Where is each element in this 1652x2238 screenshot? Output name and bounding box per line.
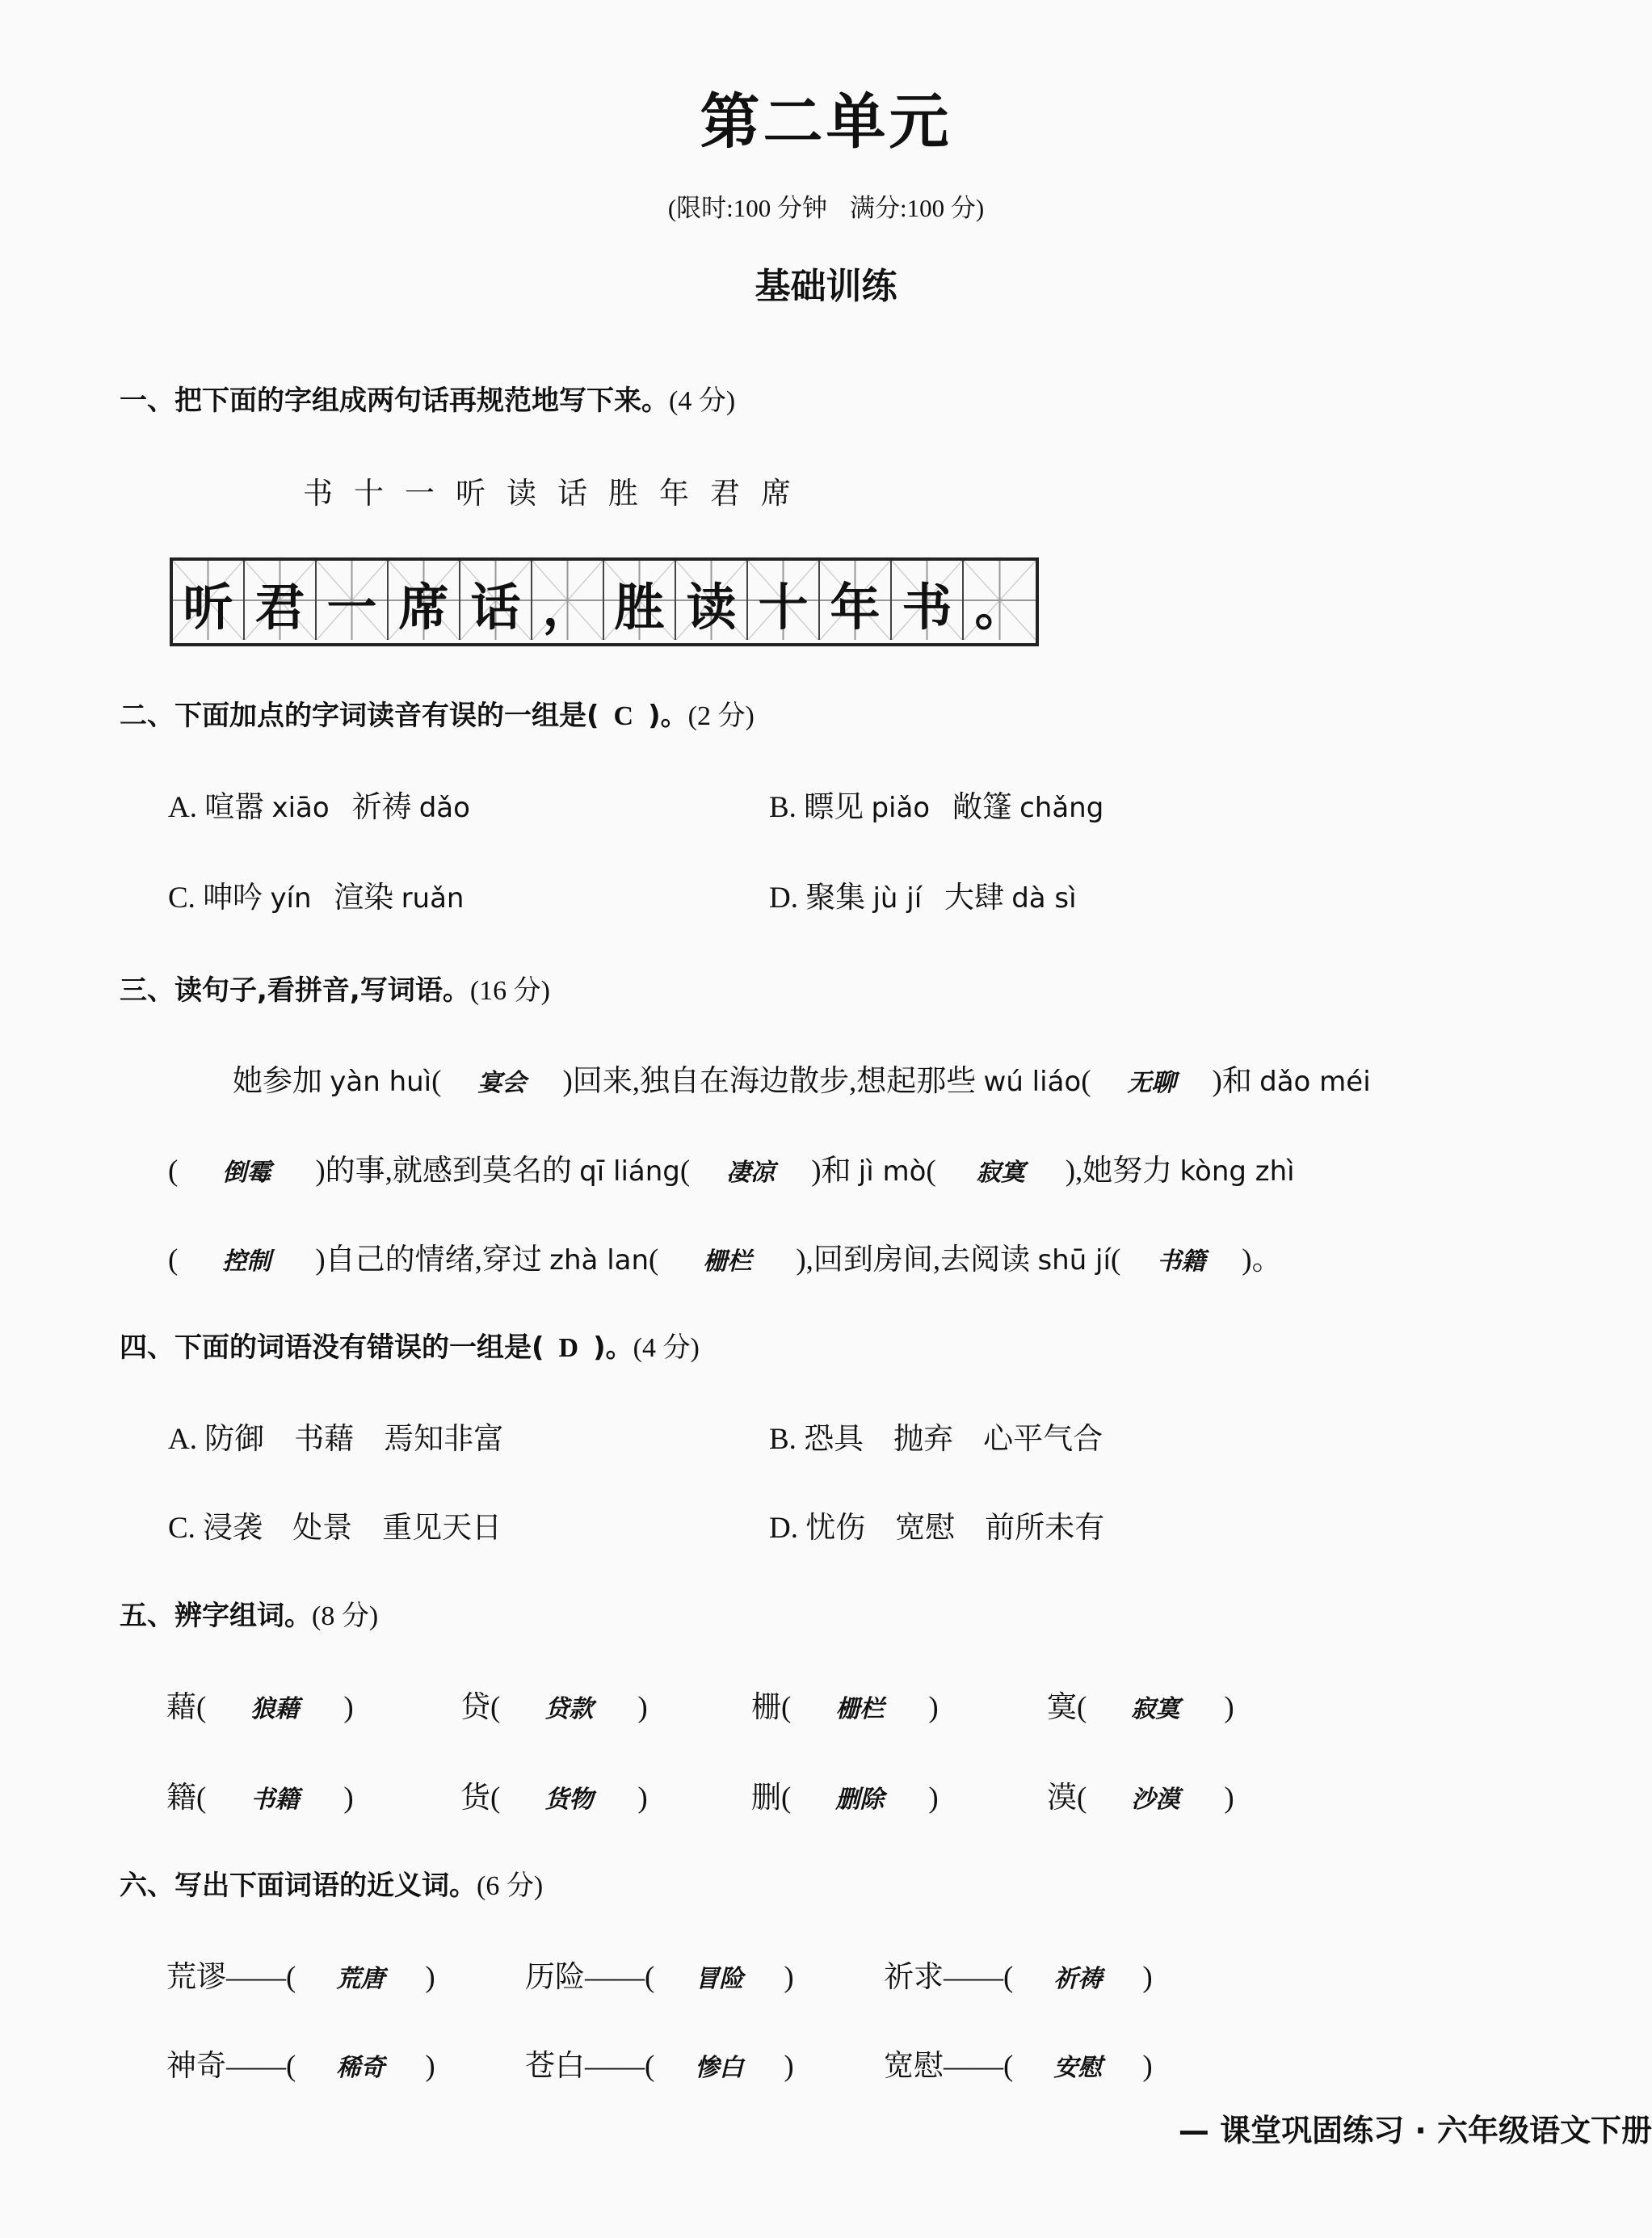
question-points: (6 分) xyxy=(477,1871,544,1901)
sentence-text: ),回到房间,去阅读 xyxy=(796,1243,1038,1277)
grid-cell xyxy=(820,561,892,640)
option-word: 祈祷 xyxy=(351,791,412,824)
sentence-text: 她参加 xyxy=(233,1065,330,1098)
q6-item: 宽慰——( 安慰 ) xyxy=(884,2041,1153,2084)
handwritten-answer: 寂寞 xyxy=(976,1159,1025,1187)
grid-char: 书 xyxy=(902,578,952,637)
grid-cell xyxy=(532,561,604,640)
option-pinyin: chǎng xyxy=(1019,792,1104,824)
option-word: 大肆 xyxy=(944,881,1004,915)
grid-char: 君 xyxy=(254,578,305,637)
question-1-title xyxy=(120,378,735,418)
handwritten-answer: 荒唐 xyxy=(336,1965,385,1993)
item-char: 藉( xyxy=(166,1691,207,1724)
handwritten-answer: 栅栏 xyxy=(703,1247,752,1276)
option-pinyin: piǎo xyxy=(871,792,931,824)
question-points: (2 分) xyxy=(687,701,755,731)
item-word: 祈求——( xyxy=(884,1961,1014,1994)
pinyin: zhà lan xyxy=(549,1244,649,1277)
item-char: 删( xyxy=(751,1782,792,1815)
handwritten-answer: 删除 xyxy=(835,1786,885,1814)
option-label: D. xyxy=(769,1512,798,1545)
option-word: 敞篷 xyxy=(952,791,1012,824)
q3-line-1: 她参加 yàn huì( 宴会 )回来,独自在海边散步,想起那些 wú liáo( 无聊 )和 dǎo méi xyxy=(233,1056,1371,1100)
handwritten-answer: 货物 xyxy=(544,1786,594,1814)
option-label: B. xyxy=(769,791,797,824)
exam-info xyxy=(0,187,1652,224)
grid-char: 胜 xyxy=(614,578,665,637)
grid-char: 。 xyxy=(974,578,1025,637)
question-text: 四、下面的词语没有错误的一组是( xyxy=(120,1331,544,1364)
option-label: D. xyxy=(769,881,798,915)
q4-option-d xyxy=(769,1503,1104,1546)
question-points: (4 分) xyxy=(669,386,736,416)
char: 一 xyxy=(405,477,435,511)
option-word: 瞟见 xyxy=(804,791,864,824)
grid-cell xyxy=(245,561,317,640)
sentence-text: )自己的情绪,穿过 xyxy=(315,1243,550,1277)
handwritten-answer: 惨白 xyxy=(695,2054,744,2082)
page-title: 第二单元 xyxy=(700,90,952,156)
handwritten-answer: 书籍 xyxy=(1157,1247,1206,1276)
char: 话 xyxy=(557,477,587,511)
grid-char: 话 xyxy=(470,578,521,637)
pinyin: jì mò xyxy=(858,1155,927,1188)
question-text: 六、写出下面词语的近义词。 xyxy=(120,1870,477,1902)
char: 君 xyxy=(710,477,740,511)
grid-char: 年 xyxy=(830,578,881,637)
question-text-end: )。 xyxy=(648,700,688,732)
sentence-text: )和 xyxy=(1212,1065,1260,1098)
grid-char: 一 xyxy=(326,578,377,637)
option-label: C. xyxy=(168,881,195,915)
item-char: 漠( xyxy=(1047,1782,1087,1815)
option-pinyin: ruǎn xyxy=(401,882,464,915)
handwritten-answer: 狼藉 xyxy=(250,1695,300,1723)
grid-cell xyxy=(460,561,532,640)
q5-item: 寞( 寂寞 ) xyxy=(1047,1682,1234,1726)
sentence-text: )。 xyxy=(1242,1243,1282,1277)
handwritten-answer: 安慰 xyxy=(1053,2054,1103,2082)
item-char: 栅( xyxy=(751,1691,792,1724)
option-word: 喧嚣 xyxy=(204,791,265,824)
q5-item: 藉( 狼藉 ) xyxy=(166,1682,354,1726)
q6-item: 荒谬——( 荒唐 ) xyxy=(166,1952,435,1996)
option-pinyin: dà sì xyxy=(1011,882,1077,915)
grid-cell xyxy=(317,561,389,640)
option-word: 呻吟 xyxy=(203,881,263,915)
option-pinyin: yín xyxy=(270,882,312,915)
pinyin: kòng zhì xyxy=(1179,1155,1295,1188)
grid-cell xyxy=(748,561,820,640)
q6-item: 祈求——( 祈祷 ) xyxy=(884,1952,1153,1996)
option-words: 忧伤 宽慰 前所未有 xyxy=(805,1512,1105,1545)
grid-char: 听 xyxy=(183,578,233,637)
char: 听 xyxy=(456,477,486,511)
q4-option-b xyxy=(769,1414,1103,1458)
section-title: 基础训练 xyxy=(755,266,897,307)
grid-cell xyxy=(173,561,245,640)
q5-item: 籍( 书籍 ) xyxy=(166,1773,354,1816)
time-limit: (限时:100 分钟 xyxy=(667,194,827,222)
item-word: 荒谬——( xyxy=(166,1961,296,1994)
writing-grid xyxy=(170,557,1039,646)
question-3-title xyxy=(120,968,550,1008)
sentence-text: )回来,独自在海边散步,想起那些 xyxy=(562,1065,984,1098)
char: 席 xyxy=(761,477,791,511)
q4-option-a xyxy=(168,1414,503,1458)
option-pinyin: dǎo xyxy=(418,792,470,824)
q5-item: 栅( 栅栏 ) xyxy=(751,1682,939,1726)
handwritten-answer: 宴会 xyxy=(477,1069,527,1097)
handwritten-answer: 凄凉 xyxy=(726,1159,776,1187)
handwritten-answer: 倒霉 xyxy=(222,1159,271,1187)
item-word: 历险——( xyxy=(525,1961,655,1994)
grid-cell xyxy=(892,561,964,640)
q2-option-d xyxy=(769,873,1077,916)
handwritten-answer: 无聊 xyxy=(1127,1069,1176,1097)
handwritten-answer: 书籍 xyxy=(250,1786,300,1814)
question-text: 一、把下面的字组成两句话再规范地写下来。 xyxy=(120,385,669,417)
item-word: 苍白——( xyxy=(525,2050,655,2083)
pinyin: qī liáng xyxy=(579,1155,680,1188)
option-label: A. xyxy=(168,1423,197,1456)
page-footer: — 课堂巩固练习 · 六年级语文下册 xyxy=(1178,2113,1652,2148)
pinyin: yàn huì xyxy=(330,1066,432,1098)
question-text: 五、辨字组词。 xyxy=(120,1600,312,1632)
char: 十 xyxy=(354,477,384,511)
q6-item: 苍白——( 惨白 ) xyxy=(525,2041,794,2084)
question-2-title xyxy=(120,693,755,733)
item-char: 籍( xyxy=(166,1782,207,1815)
question-text-end: )。 xyxy=(593,1331,633,1364)
q2-option-a xyxy=(168,782,470,826)
q5-item: 删( 删除 ) xyxy=(751,1773,939,1816)
question-points: (4 分) xyxy=(633,1333,700,1363)
sentence-text: ),她努力 xyxy=(1065,1155,1180,1188)
q1-character-list xyxy=(292,469,801,512)
option-words: 防御 书藉 焉知非富 xyxy=(204,1423,504,1456)
question-text: 三、读句子,看拼音,写词语。 xyxy=(120,974,470,1007)
char: 读 xyxy=(507,477,536,511)
option-word: 聚集 xyxy=(805,881,866,915)
sentence-text: )和 xyxy=(811,1155,859,1188)
item-char: 货( xyxy=(460,1782,501,1815)
answer-choice: C xyxy=(613,701,634,731)
handwritten-answer: 寂寞 xyxy=(1131,1695,1180,1723)
q5-item: 货( 货物 ) xyxy=(460,1773,648,1816)
char: 书 xyxy=(303,477,333,511)
pinyin: dǎo méi xyxy=(1259,1066,1371,1098)
pinyin: wú liáo xyxy=(983,1066,1082,1098)
handwritten-answer: 沙漠 xyxy=(1131,1786,1180,1814)
handwritten-answer: 稀奇 xyxy=(336,2054,385,2082)
grid-char: 席 xyxy=(398,578,449,637)
option-pinyin: xiāo xyxy=(271,792,330,824)
option-pinyin: jù jí xyxy=(872,882,923,915)
question-6-title xyxy=(120,1863,543,1903)
handwritten-answer: 祈祷 xyxy=(1053,1965,1103,1993)
option-word: 渲染 xyxy=(334,881,394,915)
question-points: (8 分) xyxy=(312,1601,379,1631)
item-char: 寞( xyxy=(1047,1691,1087,1724)
grid-cell xyxy=(676,561,748,640)
char: 年 xyxy=(659,477,689,511)
answer-choice: D xyxy=(558,1333,579,1363)
option-words: 浸袭 处景 重见天日 xyxy=(203,1512,502,1545)
item-word: 神奇——( xyxy=(166,2050,296,2083)
q3-line-3: ( 控制 )自己的情绪,穿过 zhà lan( 栅栏 ),回到房间,去阅读 shū jí( 书籍 )。 xyxy=(168,1235,1282,1278)
q4-option-c xyxy=(168,1503,502,1546)
full-score: 满分:100 分) xyxy=(850,194,985,222)
q5-item: 贷( 贷款 ) xyxy=(460,1682,648,1726)
question-5-title xyxy=(120,1593,378,1633)
question-4-title xyxy=(120,1325,700,1365)
q6-item: 历险——( 冒险 ) xyxy=(525,1952,794,1996)
grid-char: 十 xyxy=(758,578,809,637)
item-char: 贷( xyxy=(460,1691,501,1724)
pinyin: shū jí xyxy=(1037,1244,1111,1277)
q2-option-c xyxy=(168,873,464,916)
option-label: A. xyxy=(168,791,197,824)
sentence-text: )的事,就感到莫名的 xyxy=(315,1155,580,1188)
char: 胜 xyxy=(608,477,638,511)
handwritten-answer: 冒险 xyxy=(695,1965,744,1993)
question-text: 二、下面加点的字词读音有误的一组是( xyxy=(120,700,599,732)
grid-cell xyxy=(964,561,1036,640)
grid-char: 读 xyxy=(686,578,737,637)
q5-item: 漠( 沙漠 ) xyxy=(1047,1773,1234,1816)
handwritten-answer: 贷款 xyxy=(544,1695,594,1723)
q2-option-b xyxy=(769,782,1103,826)
grid-cell xyxy=(604,561,676,640)
option-label: C. xyxy=(168,1512,195,1545)
q3-line-2: ( 倒霉 )的事,就感到莫名的 qī liáng( 凄凉 )和 jì mò( 寂寞 ),她努力 kòng zhì xyxy=(168,1146,1295,1189)
handwritten-answer: 栅栏 xyxy=(835,1695,885,1723)
grid-cell xyxy=(389,561,460,640)
grid-char: ， xyxy=(542,578,593,637)
question-points: (16 分) xyxy=(469,976,550,1006)
handwritten-answer: 控制 xyxy=(222,1247,271,1276)
option-words: 恐具 抛弃 心平气合 xyxy=(804,1423,1103,1456)
q6-item: 神奇——( 稀奇 ) xyxy=(166,2041,435,2084)
option-label: B. xyxy=(769,1423,797,1456)
item-word: 宽慰——( xyxy=(884,2050,1014,2083)
